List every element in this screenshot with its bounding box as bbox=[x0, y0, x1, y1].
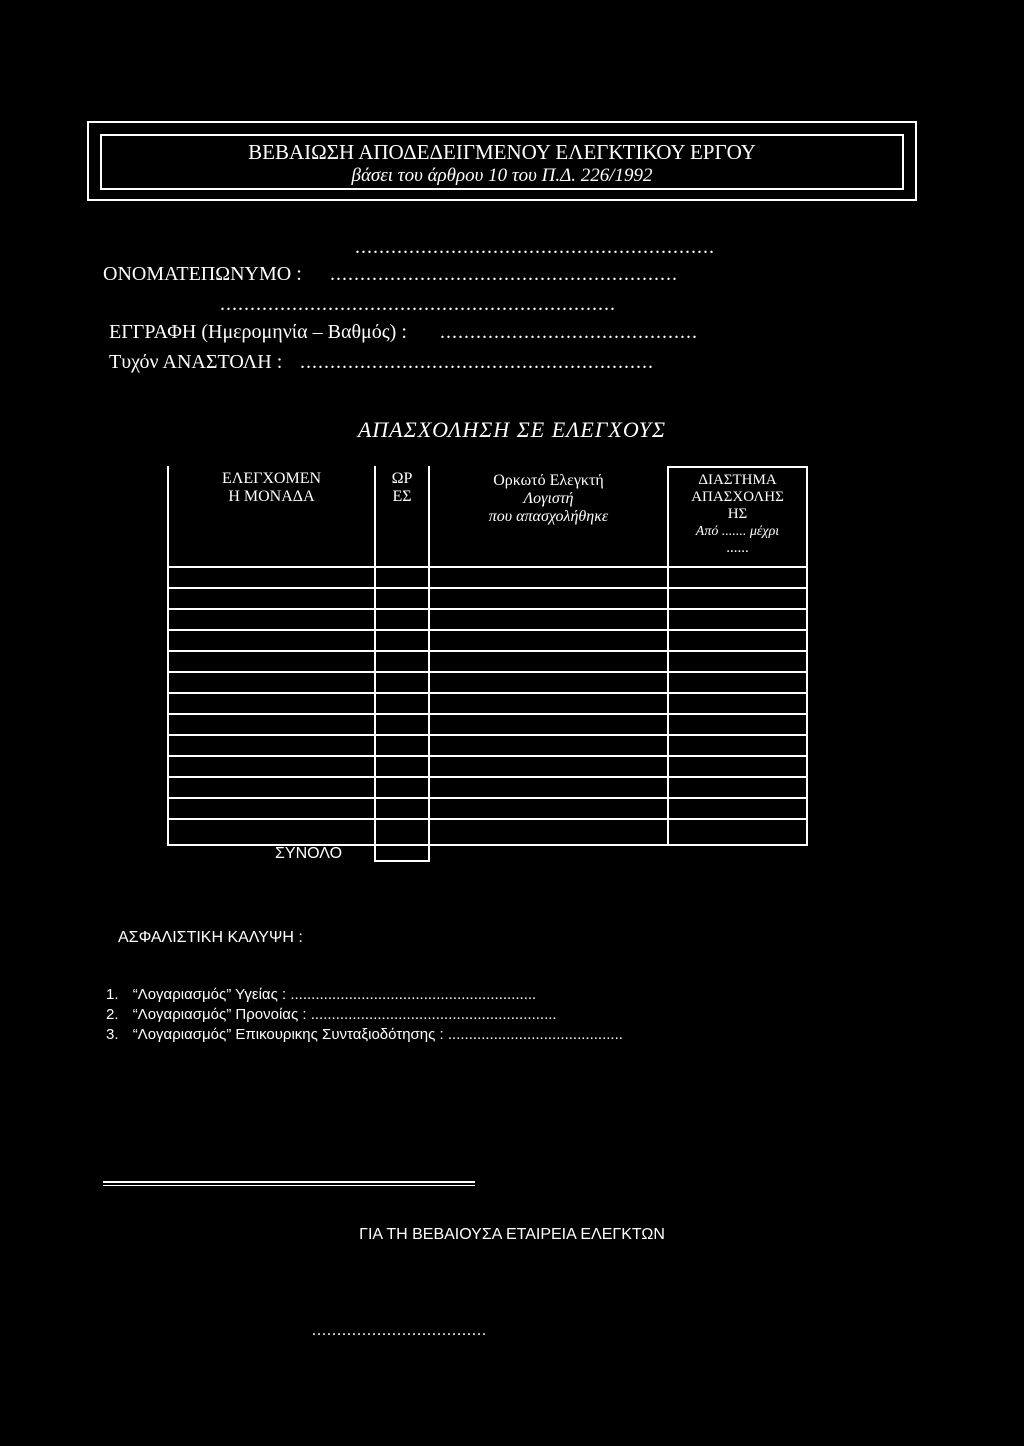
signature-separator-thin bbox=[103, 1185, 475, 1186]
table-divider-col2 bbox=[374, 466, 376, 862]
table-row-line bbox=[167, 671, 808, 673]
signature-label: ΓΙΑ ΤΗ ΒΕΒΑΙΟΥΣΑ ΕΤΑΙΡΕΙΑ ΕΛΕΓΚΤΩΝ bbox=[359, 1226, 665, 1243]
total-label: ΣΥΝΟΛΟ bbox=[275, 845, 343, 862]
table-border-top bbox=[667, 466, 808, 468]
insurance-item-1 bbox=[106, 986, 536, 1003]
insurance-heading: ΑΣΦΑΛΙΣΤΙΚΗ ΚΑΛΥΨΗ : bbox=[118, 929, 303, 946]
table-border-bottom bbox=[167, 844, 808, 846]
header-hours-line1: ΩΡ bbox=[391, 470, 413, 487]
table-border-right bbox=[806, 466, 808, 846]
table-row-line bbox=[167, 587, 808, 589]
header-hours-line2: ΕΣ bbox=[392, 488, 412, 505]
header-auditor-line3: που απασχολήθηκε bbox=[488, 508, 609, 525]
total-cell-bottom bbox=[374, 860, 430, 862]
signature-field[interactable]: ................................... bbox=[312, 1322, 487, 1339]
table-row-line bbox=[167, 566, 808, 568]
registration-label: ΕΓΓΡΑΦΗ (Ημερομηνία – Βαθμός) : bbox=[109, 321, 407, 343]
insurance-item-3-label: “Λογαριασμός” Επικουρικης Συνταξιοδότησης : bbox=[132, 1026, 444, 1043]
table-row-line bbox=[167, 755, 808, 757]
insurance-item-2-label: “Λογαριασμός” Προνοίας : bbox=[132, 1006, 307, 1023]
insurance-item-2-field[interactable]: ........................................................... bbox=[310, 1006, 557, 1023]
header-hours bbox=[376, 470, 428, 506]
header-controlled-unit-line2: Η ΜΟΝΑΔΑ bbox=[228, 488, 315, 505]
header-period-line1: ΔΙΑΣΤΗΜΑ bbox=[698, 472, 777, 488]
insurance-item-3-field[interactable]: .......................................... bbox=[447, 1026, 623, 1043]
registration-field[interactable]: ........................................... bbox=[440, 321, 698, 343]
table-row-line bbox=[167, 608, 808, 610]
suspension-field[interactable]: ........................................................... bbox=[300, 351, 654, 373]
insurance-item-3-number: 3. bbox=[106, 1026, 119, 1043]
header-period-from-to: Από ....... μέχρι bbox=[695, 524, 780, 539]
table-row-line bbox=[167, 734, 808, 736]
header-auditor-line2: Λογιστή bbox=[523, 490, 574, 507]
header-controlled-unit-line1: ΕΛΕΓΧΟΜΕΝ bbox=[221, 470, 322, 487]
table-row-line bbox=[167, 713, 808, 715]
insurance-item-2-number: 2. bbox=[106, 1006, 119, 1023]
header-auditor bbox=[430, 472, 667, 526]
header-period-line2: ΑΠΑΣΧΟΛΗΣ bbox=[691, 489, 784, 505]
header-period bbox=[669, 472, 806, 557]
insurance-item-1-label: “Λογαριασμός” Υγείας : bbox=[132, 986, 287, 1003]
signature-separator bbox=[103, 1181, 475, 1183]
insurance-item-1-number: 1. bbox=[106, 986, 119, 1003]
header-auditor-line1: Ορκωτό Ελεγκτή bbox=[493, 472, 604, 489]
header-period-dots: ...... bbox=[726, 540, 749, 556]
header-period-line3: ΗΣ bbox=[727, 506, 748, 522]
suspension-label: Τυχόν ΑΝΑΣΤΟΛΗ : bbox=[109, 351, 283, 373]
name-label: ΟΝΟΜΑΤΕΠΩΝΥΜΟ : bbox=[103, 263, 302, 285]
document-subtitle: βάσει του άρθρου 10 του Π.Δ. 226/1992 bbox=[351, 165, 653, 186]
document-title: ΒΕΒΑΙΩΣΗ ΑΠΟΔΕΔΕΙΓΜΕΝΟΥ ΕΛΕΓΚΤΙΚΟΥ ΕΡΓΟΥ bbox=[248, 140, 756, 164]
table-border-left bbox=[167, 466, 169, 846]
insurance-item-1-field[interactable]: ........................................................... bbox=[290, 986, 537, 1003]
name-field[interactable]: .......................................................... bbox=[330, 263, 678, 285]
table-row-line bbox=[167, 776, 808, 778]
insurance-item-3 bbox=[106, 1026, 623, 1043]
table-row-line bbox=[167, 650, 808, 652]
dots-top: ............................................................ bbox=[355, 236, 715, 258]
dots-mid: .................................................................. bbox=[220, 293, 616, 315]
section-heading: ΑΠΑΣΧΟΛΗΣΗ ΣΕ ΕΛΕΓΧΟΥΣ bbox=[357, 417, 667, 442]
header-controlled-unit bbox=[169, 470, 374, 506]
insurance-item-2 bbox=[106, 1006, 557, 1023]
table-row-line bbox=[167, 818, 808, 820]
table-row-line bbox=[167, 692, 808, 694]
table-row-line bbox=[167, 797, 808, 799]
table-row-line bbox=[167, 629, 808, 631]
